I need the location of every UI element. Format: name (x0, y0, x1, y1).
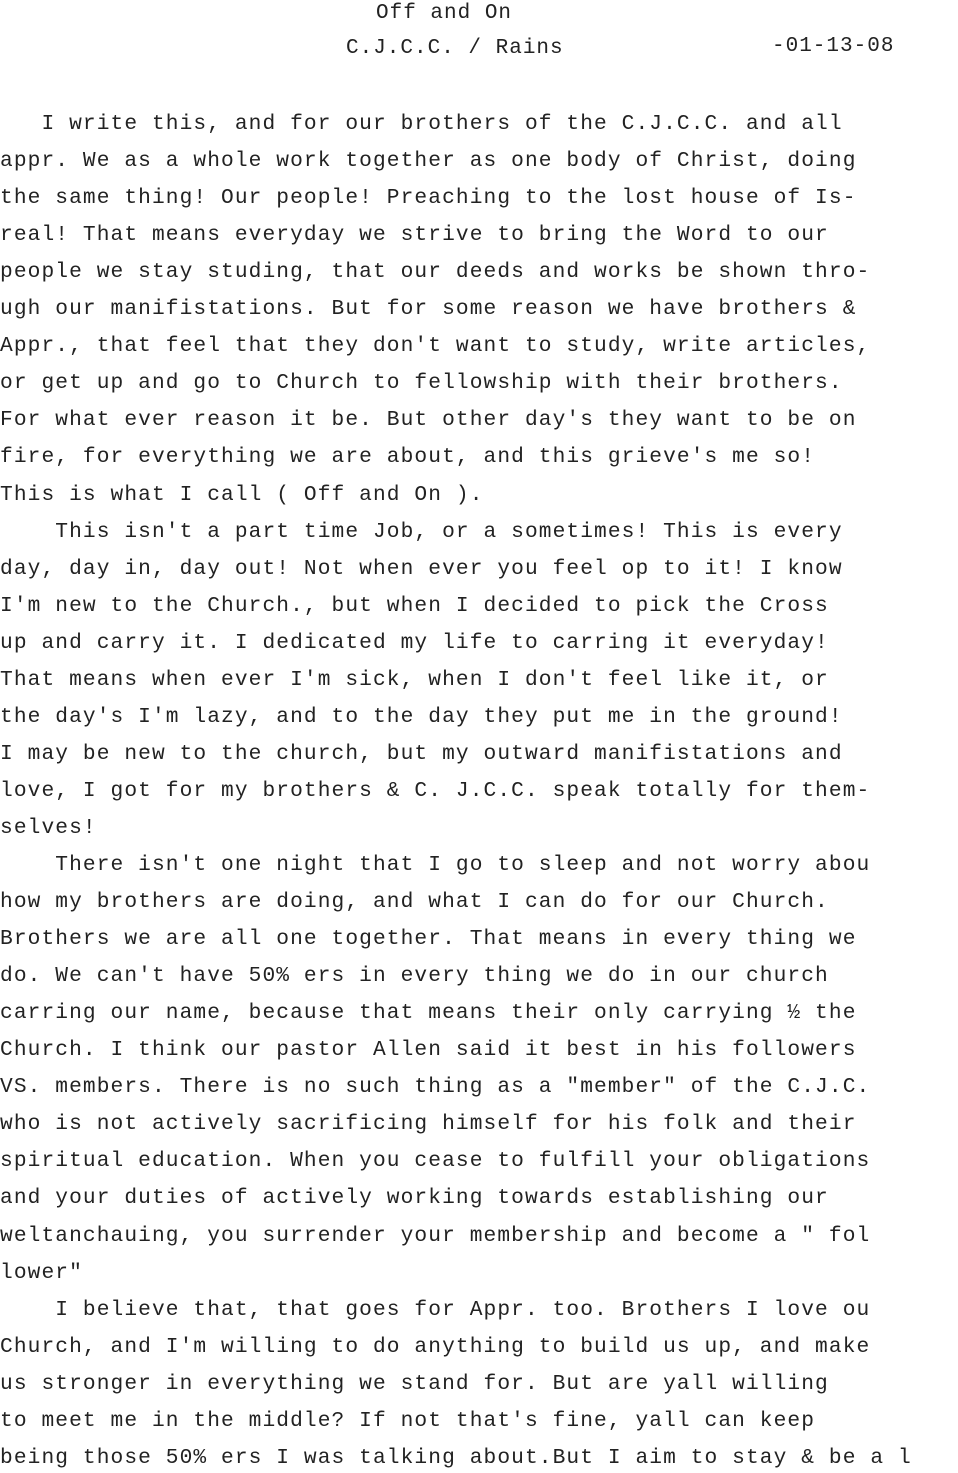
text-line: Church, and I'm willing to do anything to build us up, and make (0, 1334, 871, 1359)
text-line: up and carry it. I dedicated my life to carring it everyday! (0, 630, 829, 655)
text-line: I'm new to the Church., but when I decided to pick the Cross (0, 593, 829, 618)
text-line: how my brothers are doing, and what I can do for our Church. (0, 890, 829, 915)
text-line: I believe that, that goes for Appr. too. Brothers I love ou (0, 1297, 871, 1322)
text-line: and your duties of actively working towards establishing our (0, 1186, 829, 1211)
text-line: selves! (0, 815, 97, 840)
text-line: fire, for everything we are about, and this grieve's me so! (0, 445, 816, 470)
text-line: to meet me in the middle? If not that's fine, yall can keep (0, 1408, 816, 1433)
text-line: day, day in, day out! Not when ever you feel op to it! I know (0, 556, 843, 581)
document-title: Off and On (376, 2, 513, 25)
text-line: the same thing! Our people! Preaching to the lost house of Is- (0, 186, 857, 211)
text-line: I write this, and for our brothers of the C.J.C.C. and all (0, 112, 843, 136)
text-line: who is not actively sacrificing himself for his folk and their (0, 1112, 857, 1137)
text-line: real! That means everyday we strive to bring the Word to our (0, 223, 829, 248)
text-line: There isn't one night that I go to sleep and not worry abou (0, 853, 871, 877)
document-date: -01-13-08 (772, 35, 895, 58)
text-line: Appr., that feel that they don't want to study, write articles, (0, 334, 871, 359)
text-line: or get up and go to Church to fellowship with their brothers. (0, 371, 843, 396)
text-line: the day's I'm lazy, and to the day they put me in the ground! (0, 704, 843, 729)
text-line: do. We can't have 50% ers in every thing we do in our church (0, 964, 829, 989)
text-line: That means when ever I'm sick, when I don't feel like it, or (0, 667, 829, 692)
text-line: appr. We as a whole work together as one body of Christ, doing (0, 149, 857, 174)
document-subtitle: C.J.C.C. / Rains (346, 37, 564, 60)
document-header (0, 0, 958, 70)
text-line: us stronger in everything we stand for. But are yall willing (0, 1371, 829, 1396)
text-line: This isn't a part time Job, or a sometimes! This is every (0, 519, 843, 544)
text-line: love, I got for my brothers & C. J.C.C. speak totally for them- (0, 778, 871, 803)
text-line: lower" (0, 1260, 83, 1285)
text-line: For what ever reason it be. But other day's they want to be on (0, 408, 857, 433)
text-line: carring our name, because that means their only carrying ½ the (0, 1001, 857, 1026)
text-line: spiritual education. When you cease to fulfill your obligations (0, 1149, 871, 1174)
text-line: ugh our manifistations. But for some reason we have brothers & (0, 297, 857, 322)
text-line: people we stay studing, that our deeds and works be shown thro- (0, 260, 871, 285)
text-line: weltanchauing, you surrender your membership and become a " fol (0, 1223, 871, 1248)
text-line: This is what I call ( Off and On ). (0, 482, 484, 507)
text-line: Church. I think our pastor Allen said it best in his followers (0, 1038, 857, 1063)
text-line: Brothers we are all one together. That means in every thing we (0, 927, 857, 952)
text-line: I may be new to the church, but my outward manifistations and (0, 741, 843, 766)
text-line: being those 50% ers I was talking about.But I aim to stay & be a l (0, 1445, 912, 1470)
text-line: VS. members. There is no such thing as a "member" of the C.J.C. (0, 1075, 871, 1100)
